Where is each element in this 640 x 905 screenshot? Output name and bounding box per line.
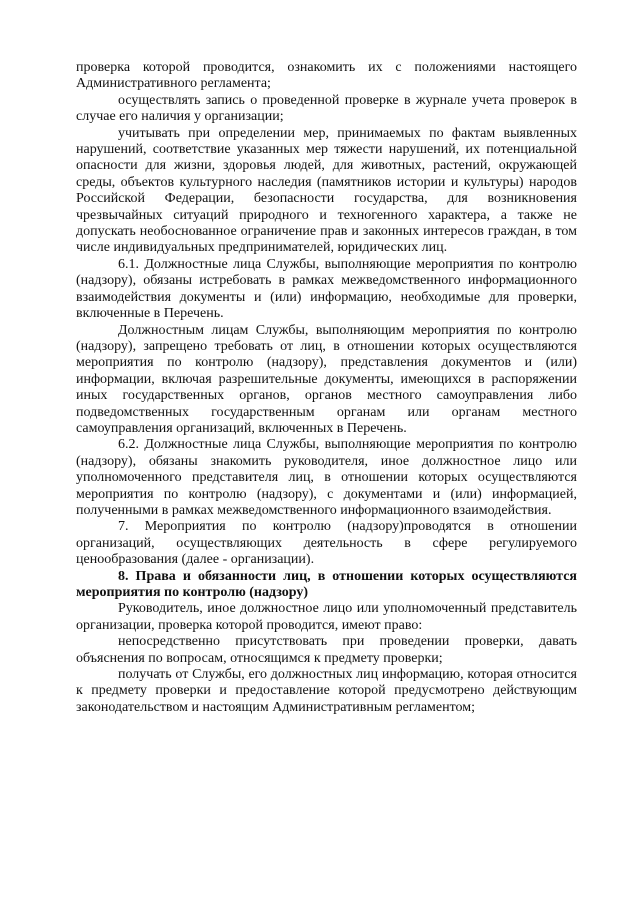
paragraph-prohibition: Должностным лицам Службы, выполняющим мероприятия по контролю (надзору), запрещено требовать от лиц, в отношении которых осуществляются мероприятия по контролю (надзору), представления документов и (или) информации, включая разрешительные документы, имеющихся в распоряжении иных государственных органов, органов местного самоуправления либо подведомственных государственным органам или органам местного самоуправления организаций, включенных в Перечень.: [76, 322, 577, 436]
paragraph-receive-info: получать от Службы, его должностных лиц информацию, которая относится к предмету проверки и предоставление которой предусмотрено действующим законодательством и настоящим Административным регламентом;: [76, 667, 577, 715]
document-page: [76, 60, 577, 716]
paragraph-6-1: 6.1. Должностные лица Службы, выполняющие мероприятия по контролю (надзору), обязаны истребовать в рамках межведомственного информационного взаимодействия документы и (или) информацию, необходимые для проверки, включенные в Перечень.: [76, 256, 577, 322]
paragraph-journal-record: осуществлять запись о проведенной проверке в журнале учета проверок в случае его наличия у организации;: [76, 92, 577, 125]
paragraph-rights: Руководитель, иное должностное лицо или уполномоченный представитель организации, проверка которой проводится, имеют право:: [76, 601, 577, 633]
paragraph-measures: учитывать при определении мер, принимаемых по фактам выявленных нарушений, соответствие указанных мер тяжести нарушений, их потенциальной опасности для жизни, здоровья людей, для животных, растений, окружающей среды, объектов культурного наследия (памятников истории и культуры) народов Российской Федерации, безопасности государства, для возникновения чрезвычайных ситуаций природного и техногенного характера, а также не допускать необоснованное ограничение прав и законных интересов граждан, в том числе индивидуальных предпринимателей, юридических лиц.: [76, 125, 577, 256]
section-heading-8: 8. Права и обязанности лиц, в отношении которых осуществляются мероприятия по контролю (надзору): [76, 568, 577, 600]
paragraph-continuation: проверка которой проводится, ознакомить их с положениями настоящего Административного регламента;: [76, 60, 577, 92]
paragraph-7: 7. Мероприятия по контролю (надзору)проводятся в отношении организаций, осуществляющих деятельность в сфере регулируемого ценообразования (далее - организации).: [76, 519, 577, 568]
paragraph-attend: непосредственно присутствовать при проведении проверки, давать объяснения по вопросам, относящимся к предмету проверки;: [76, 634, 577, 666]
paragraph-6-2: 6.2. Должностные лица Службы, выполняющие мероприятия по контролю (надзору), обязаны знакомить руководителя, иное должностное лицо или уполномоченного представителя лиц, в отношении которых осуществляются мероприятия по контролю (надзору), с документами и (или) информацией, полученными в рамках межведомственного информационного взаимодействия.: [76, 437, 577, 518]
